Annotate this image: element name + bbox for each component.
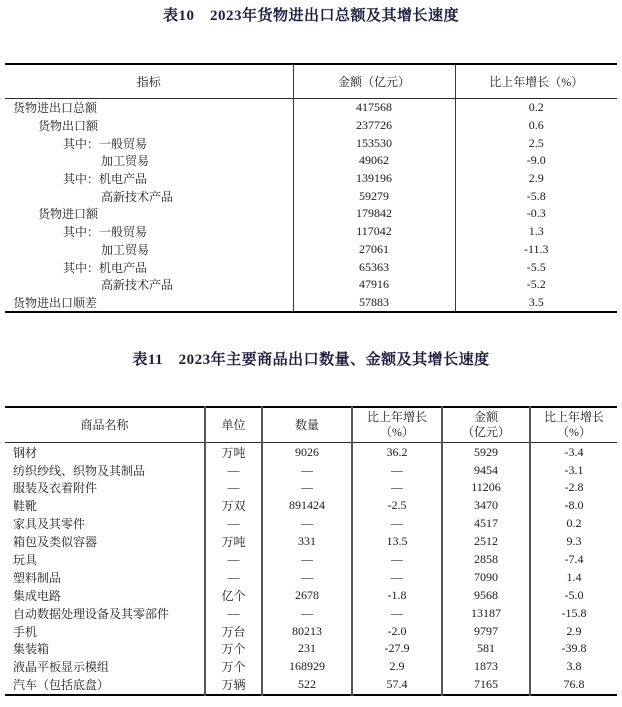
unit-cell: 万吨: [205, 533, 262, 551]
amount-cell: 581: [442, 640, 530, 658]
table-row: [5, 134, 617, 152]
quantity-growth-cell: -2.5: [352, 497, 442, 515]
commodity-cell: 塑料制品: [13, 570, 62, 585]
quantity-growth-cell: —: [352, 515, 442, 533]
quantity-growth-cell: 2.9: [352, 658, 442, 676]
quantity-growth-cell: -2.0: [352, 622, 442, 640]
amount-growth-cell: -39.8: [530, 640, 617, 658]
commodity-cell: 箱包及类似容器: [13, 535, 98, 550]
table-row: [5, 152, 617, 170]
amount-cell: 4517: [442, 515, 530, 533]
table-row: [5, 640, 617, 658]
table-row: [5, 294, 617, 313]
quantity-growth-cell: —: [352, 568, 442, 586]
commodity-cell: 纺织纱线、织物及其制品: [13, 463, 146, 478]
unit-cell: —: [205, 604, 262, 622]
commodity-cell: 玩具: [13, 553, 38, 568]
growth-cell: -5.5: [455, 258, 617, 276]
quantity-cell: —: [262, 479, 352, 497]
quantity-growth-cell: 13.5: [352, 533, 442, 551]
quantity-cell: 891424: [262, 497, 352, 515]
unit-cell: —: [205, 479, 262, 497]
table-row: [5, 497, 617, 515]
indicator-cell: 其中：一般贸易: [63, 225, 148, 240]
growth-cell: -11.3: [455, 241, 617, 259]
quantity-cell: —: [262, 515, 352, 533]
growth-cell: 0.6: [455, 117, 617, 135]
table11-header-amount-growth: 比上年增长 （%）: [530, 407, 617, 443]
quantity-cell: —: [262, 551, 352, 569]
growth-cell: -0.3: [455, 205, 617, 223]
unit-cell: —: [205, 461, 262, 479]
indicator-cell: 高新技术产品: [101, 278, 174, 293]
amount-growth-cell: -5.0: [530, 586, 617, 604]
table10-header-indicator: 指标: [5, 64, 293, 99]
quantity-cell: 2678: [262, 586, 352, 604]
table-row: [5, 479, 617, 497]
quantity-cell: 331: [262, 533, 352, 551]
unit-cell: 万辆: [205, 676, 262, 695]
indicator-cell: 货物进口额: [38, 207, 99, 222]
amount-cell: 417568: [293, 99, 455, 117]
amount-cell: 7165: [442, 676, 530, 695]
amount-growth-cell: -8.0: [530, 497, 617, 515]
commodity-cell: 液晶平板显示模组: [13, 660, 110, 675]
amount-growth-cell: 0.2: [530, 515, 617, 533]
quantity-growth-cell: 36.2: [352, 443, 442, 461]
amount-cell: 153530: [293, 134, 455, 152]
unit-cell: —: [205, 515, 262, 533]
commodity-cell: 自动数据处理设备及其零部件: [13, 606, 170, 621]
table-row: [5, 568, 617, 586]
amount-growth-cell: -3.1: [530, 461, 617, 479]
unit-cell: 亿个: [205, 586, 262, 604]
amount-cell: 2512: [442, 533, 530, 551]
table11-header-row: [5, 407, 617, 443]
table-row: [5, 205, 617, 223]
quantity-cell: 80213: [262, 622, 352, 640]
amount-cell: 9797: [442, 622, 530, 640]
unit-cell: 万个: [205, 640, 262, 658]
amount-cell: 57883: [293, 294, 455, 313]
quantity-growth-cell: —: [352, 461, 442, 479]
growth-cell: 2.5: [455, 134, 617, 152]
table-row: [5, 223, 617, 241]
indicator-cell: 其中：一般贸易: [63, 136, 148, 151]
quantity-cell: 168929: [262, 658, 352, 676]
table-row: [5, 276, 617, 294]
indicator-cell: 货物进出口顺差: [13, 295, 98, 310]
table-row: [5, 658, 617, 676]
table11-title: 表11 2023年主要商品出口数量、金额及其增长速度: [132, 352, 490, 369]
amount-growth-cell: 3.8: [530, 658, 617, 676]
amount-cell: 7090: [442, 568, 530, 586]
commodity-cell: 钢材: [13, 445, 38, 460]
amount-cell: 11206: [442, 479, 530, 497]
amount-cell: 49062: [293, 152, 455, 170]
growth-cell: -5.8: [455, 187, 617, 205]
amount-cell: 65363: [293, 258, 455, 276]
growth-cell: 2.9: [455, 170, 617, 188]
amount-cell: 59279: [293, 187, 455, 205]
quantity-cell: —: [262, 461, 352, 479]
amount-cell: 139196: [293, 170, 455, 188]
table11-header-quantity: 数量: [262, 407, 352, 443]
amount-cell: 2858: [442, 551, 530, 569]
quantity-cell: —: [262, 604, 352, 622]
amount-cell: 117042: [293, 223, 455, 241]
commodity-cell: 汽车（包括底盘）: [13, 678, 110, 693]
commodity-cell: 鞋靴: [13, 499, 38, 514]
quantity-growth-cell: —: [352, 551, 442, 569]
quantity-cell: 9026: [262, 443, 352, 461]
quantity-growth-cell: -1.8: [352, 586, 442, 604]
table-row: [5, 258, 617, 276]
commodity-cell: 服装及衣着附件: [13, 481, 98, 496]
commodity-cell: 家具及其零件: [13, 517, 86, 532]
table-row: [5, 515, 617, 533]
unit-cell: 万吨: [205, 443, 262, 461]
table10-header-amount: 金额（亿元）: [293, 64, 455, 99]
amount-cell: 237726: [293, 117, 455, 135]
amount-growth-cell: 2.9: [530, 622, 617, 640]
amount-cell: 13187: [442, 604, 530, 622]
amount-cell: 27061: [293, 241, 455, 259]
amount-cell: 47916: [293, 276, 455, 294]
indicator-cell: 加工贸易: [101, 242, 150, 257]
table-row: [5, 117, 617, 135]
table-row: [5, 676, 617, 695]
indicator-cell: 加工贸易: [101, 154, 150, 169]
table10-imports-exports-total: [5, 63, 617, 313]
table-row: [5, 187, 617, 205]
commodity-cell: 集装箱: [13, 642, 50, 657]
growth-cell: 1.3: [455, 223, 617, 241]
unit-cell: —: [205, 551, 262, 569]
amount-cell: 5929: [442, 443, 530, 461]
table10-header-row: [5, 64, 617, 99]
quantity-cell: 231: [262, 640, 352, 658]
quantity-growth-cell: —: [352, 479, 442, 497]
amount-growth-cell: -3.4: [530, 443, 617, 461]
quantity-cell: 522: [262, 676, 352, 695]
table11-header-amount: 金额 （亿元）: [442, 407, 530, 443]
quantity-growth-cell: -27.9: [352, 640, 442, 658]
indicator-cell: 货物进出口总额: [13, 101, 98, 116]
indicator-cell: 货物出口额: [38, 119, 99, 134]
commodity-cell: 集成电路: [13, 588, 62, 603]
amount-cell: 3470: [442, 497, 530, 515]
table-row: [5, 551, 617, 569]
commodity-cell: 手机: [13, 624, 38, 639]
amount-growth-cell: -2.8: [530, 479, 617, 497]
growth-cell: -9.0: [455, 152, 617, 170]
table10-header-growth: 比上年增长（%）: [455, 64, 617, 99]
table-row: [5, 241, 617, 259]
growth-cell: -5.2: [455, 276, 617, 294]
indicator-cell: 其中：机电产品: [63, 260, 148, 275]
table11-main-commodity-exports: [5, 406, 617, 695]
quantity-cell: —: [262, 568, 352, 586]
indicator-cell: 其中：机电产品: [63, 172, 148, 187]
table-row: [5, 461, 617, 479]
amount-cell: 179842: [293, 205, 455, 223]
table10-title: 表10 2023年货物进出口总额及其增长速度: [162, 8, 459, 24]
table11-header-name: 商品名称: [5, 407, 205, 443]
unit-cell: 万双: [205, 497, 262, 515]
table-row: [5, 586, 617, 604]
amount-cell: 9568: [442, 586, 530, 604]
growth-cell: 0.2: [455, 99, 617, 117]
table-row: [5, 604, 617, 622]
table-row: [5, 99, 617, 117]
table11-header-quantity-growth: 比上年增长 （%）: [352, 407, 442, 443]
table-row: [5, 443, 617, 461]
amount-growth-cell: 9.3: [530, 533, 617, 551]
indicator-cell: 高新技术产品: [101, 189, 174, 204]
table-row: [5, 170, 617, 188]
amount-cell: 9454: [442, 461, 530, 479]
unit-cell: 万台: [205, 622, 262, 640]
unit-cell: —: [205, 568, 262, 586]
amount-cell: 1873: [442, 658, 530, 676]
amount-growth-cell: 1.4: [530, 568, 617, 586]
table-row: [5, 533, 617, 551]
amount-growth-cell: -7.4: [530, 551, 617, 569]
quantity-growth-cell: —: [352, 604, 442, 622]
growth-cell: 3.5: [455, 294, 617, 313]
amount-growth-cell: -15.8: [530, 604, 617, 622]
table-row: [5, 622, 617, 640]
amount-growth-cell: 76.8: [530, 676, 617, 695]
table11-header-unit: 单位: [205, 407, 262, 443]
quantity-growth-cell: 57.4: [352, 676, 442, 695]
unit-cell: 万个: [205, 658, 262, 676]
